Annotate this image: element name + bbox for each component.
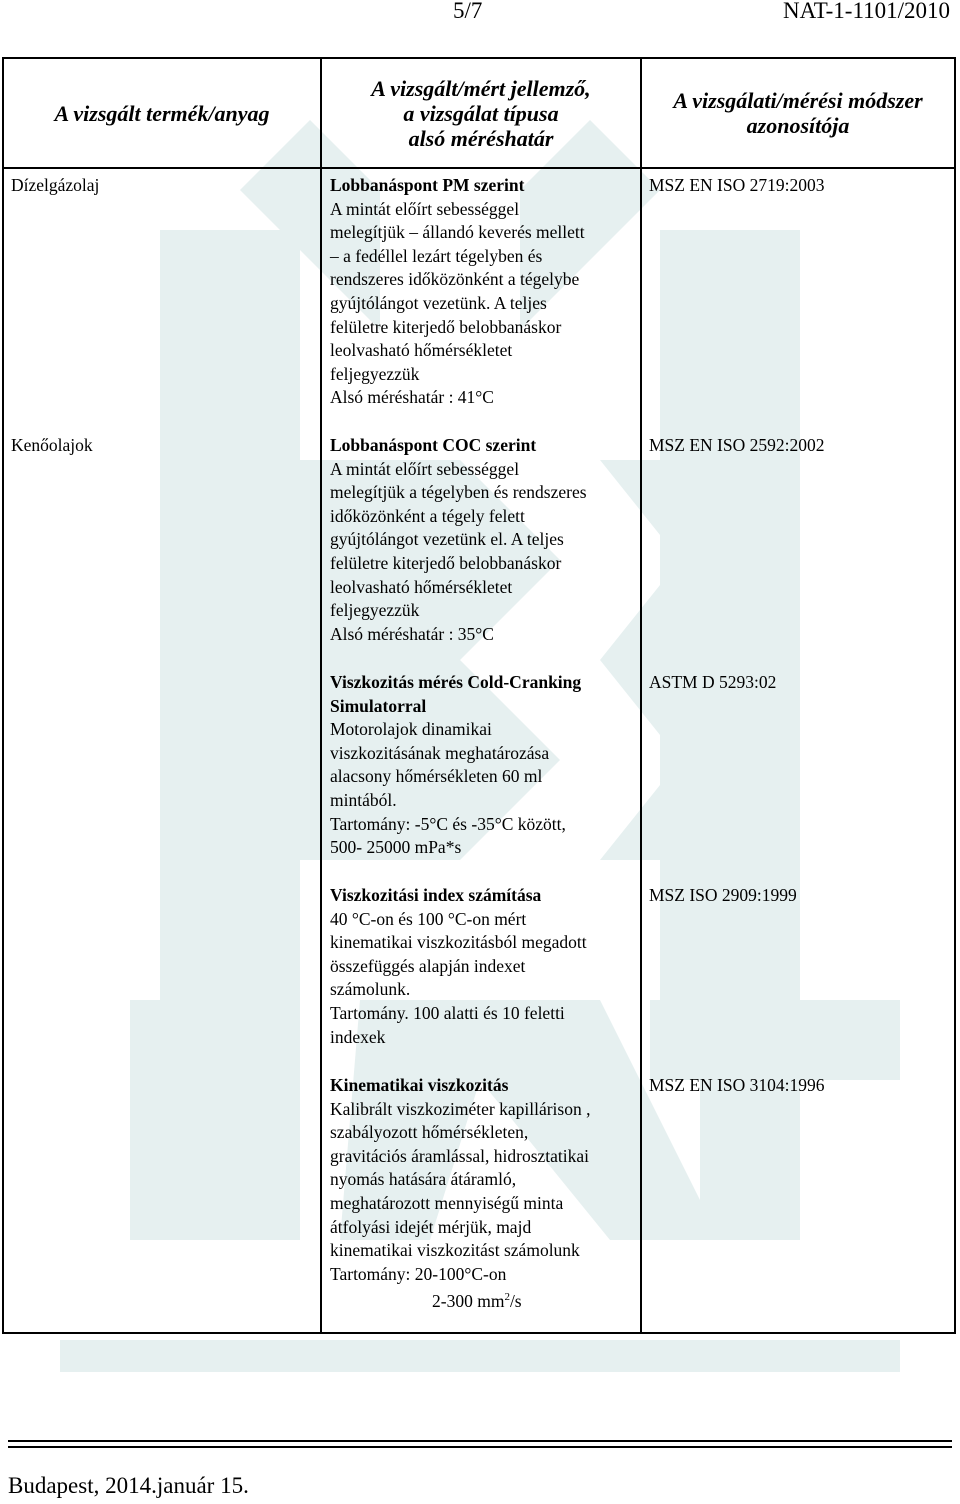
description-line: nyomás hatására átáramló,	[330, 1169, 517, 1190]
description-line: feljegyezzük	[330, 363, 420, 384]
description-line: gravitációs áramlással, hidrosztatikai	[330, 1145, 590, 1166]
description-line: felületre kiterjedő belobbanáskor	[330, 552, 562, 573]
description-line: gyújtólángot vezetünk el. A teljes	[330, 529, 564, 550]
range-unit: /s	[509, 1291, 522, 1312]
row-2-product: Kenőolajok	[11, 435, 93, 455]
column-header-line: A vizsgálati/mérési módszer	[673, 88, 923, 113]
description-line: A mintát előírt sebességgel	[330, 458, 520, 479]
description-line: Alsó méréshatár : 35°C	[330, 623, 494, 644]
description-line: Motorolajok dinamikai	[330, 719, 492, 740]
test-title: Viszkozitás mérés Cold-Cranking	[330, 672, 582, 692]
description-line: – a fedéllel lezárt tégelyben és	[330, 245, 543, 266]
description-line: Alsó méréshatár : 41°C	[330, 387, 494, 408]
row-2-method: MSZ EN ISO 2592:2002	[649, 435, 825, 455]
description-line: A mintát előírt sebességgel	[330, 198, 520, 219]
test-title: Lobbanáspont COC szerint	[330, 435, 537, 455]
column-header-line: a vizsgálat típusa	[403, 100, 559, 126]
range-exponent: 2	[504, 1291, 510, 1304]
footer-rule	[8, 1440, 952, 1442]
description-line: gyújtólángot vezetünk. A teljes	[330, 292, 547, 313]
description-line: felületre kiterjedő belobbanáskor	[330, 316, 562, 337]
description-line: 500- 25000 mPa*s	[330, 837, 462, 858]
description-line: meghatározott mennyiségű minta	[330, 1192, 564, 1213]
column-header-line: alsó méréshatár	[408, 125, 554, 151]
row-3-method: ASTM D 5293:02	[649, 672, 777, 692]
description-line: összefüggés alapján indexet	[330, 955, 526, 976]
description-line: 40 °C-on és 100 °C-on mért	[330, 908, 527, 929]
description-line: számolunk.	[330, 979, 411, 1000]
column-header-line: azonosítója	[746, 113, 850, 138]
column-header-method	[642, 59, 954, 167]
description-line: viszkozitásának meghatározása	[330, 742, 550, 763]
description-line: alacsony hőmérsékleten 60 ml	[330, 766, 543, 787]
description-line: Tartomány: 20-100°C-on	[330, 1263, 507, 1284]
footer-rule	[8, 1446, 952, 1448]
row-5-method: MSZ EN ISO 3104:1996	[649, 1075, 825, 1095]
description-line: Kalibrált viszkoziméter kapillárison ,	[330, 1098, 591, 1119]
description-line: átfolyási idejét mérjük, majd	[330, 1216, 532, 1237]
footer-place-date: Budapest, 2014.január 15.	[8, 1473, 249, 1498]
test-title: Kinematikai viszkozitás	[330, 1075, 509, 1095]
description-line: melegítjük a tégelyben és rendszeres	[330, 482, 587, 503]
row-1-method: MSZ EN ISO 2719:2003	[649, 175, 825, 195]
row-4-characteristic	[330, 884, 640, 1049]
description-line: kinematikai viszkozitásból megadott	[330, 932, 587, 953]
description-line: Tartomány. 100 alatti és 10 feletti	[330, 1002, 565, 1023]
row-4-method: MSZ ISO 2909:1999	[649, 885, 797, 905]
row-2-characteristic	[330, 434, 640, 646]
range-value: 2-300 mm	[432, 1291, 505, 1312]
description-line: leolvasható hőmérsékletet	[330, 340, 513, 361]
test-title: Simulatorral	[330, 695, 427, 716]
description-line: kinematikai viszkozitást számolunk	[330, 1240, 580, 1261]
column-divider	[640, 59, 642, 1332]
description-line: időközönként a tégely felett	[330, 505, 525, 526]
description-line: rendszeres időközönként a tégelybe	[330, 269, 580, 290]
range-line	[330, 1286, 640, 1313]
accreditation-table	[2, 57, 956, 1334]
column-header-line: A vizsgált/mért jellemző,	[371, 75, 591, 101]
description-line: feljegyezzük	[330, 600, 420, 621]
description-line: melegítjük – állandó keverés mellett	[330, 222, 585, 243]
column-header-product	[4, 59, 320, 167]
document-id: NAT-1-1101/2010	[783, 0, 950, 23]
row-3-characteristic	[330, 671, 640, 860]
description-line: mintából.	[330, 789, 397, 810]
row-1-product: Dízelgázolaj	[11, 175, 100, 195]
description-line: Tartomány: -5°C és -35°C között,	[330, 813, 566, 834]
row-1-characteristic	[330, 174, 640, 410]
test-title: Viszkozitási index számítása	[330, 885, 542, 905]
description-line: indexek	[330, 1026, 386, 1047]
description-line: leolvasható hőmérsékletet	[330, 576, 513, 597]
header-divider	[4, 167, 954, 169]
column-header-product-label: A vizsgált termék/anyag	[54, 100, 270, 126]
column-divider	[320, 59, 322, 1332]
column-header-characteristic	[322, 59, 640, 167]
page-number: 5/7	[453, 0, 483, 23]
row-5-characteristic	[330, 1074, 640, 1314]
test-title: Lobbanáspont PM szerint	[330, 175, 525, 195]
description-line: szabályozott hőmérsékleten,	[330, 1122, 529, 1143]
